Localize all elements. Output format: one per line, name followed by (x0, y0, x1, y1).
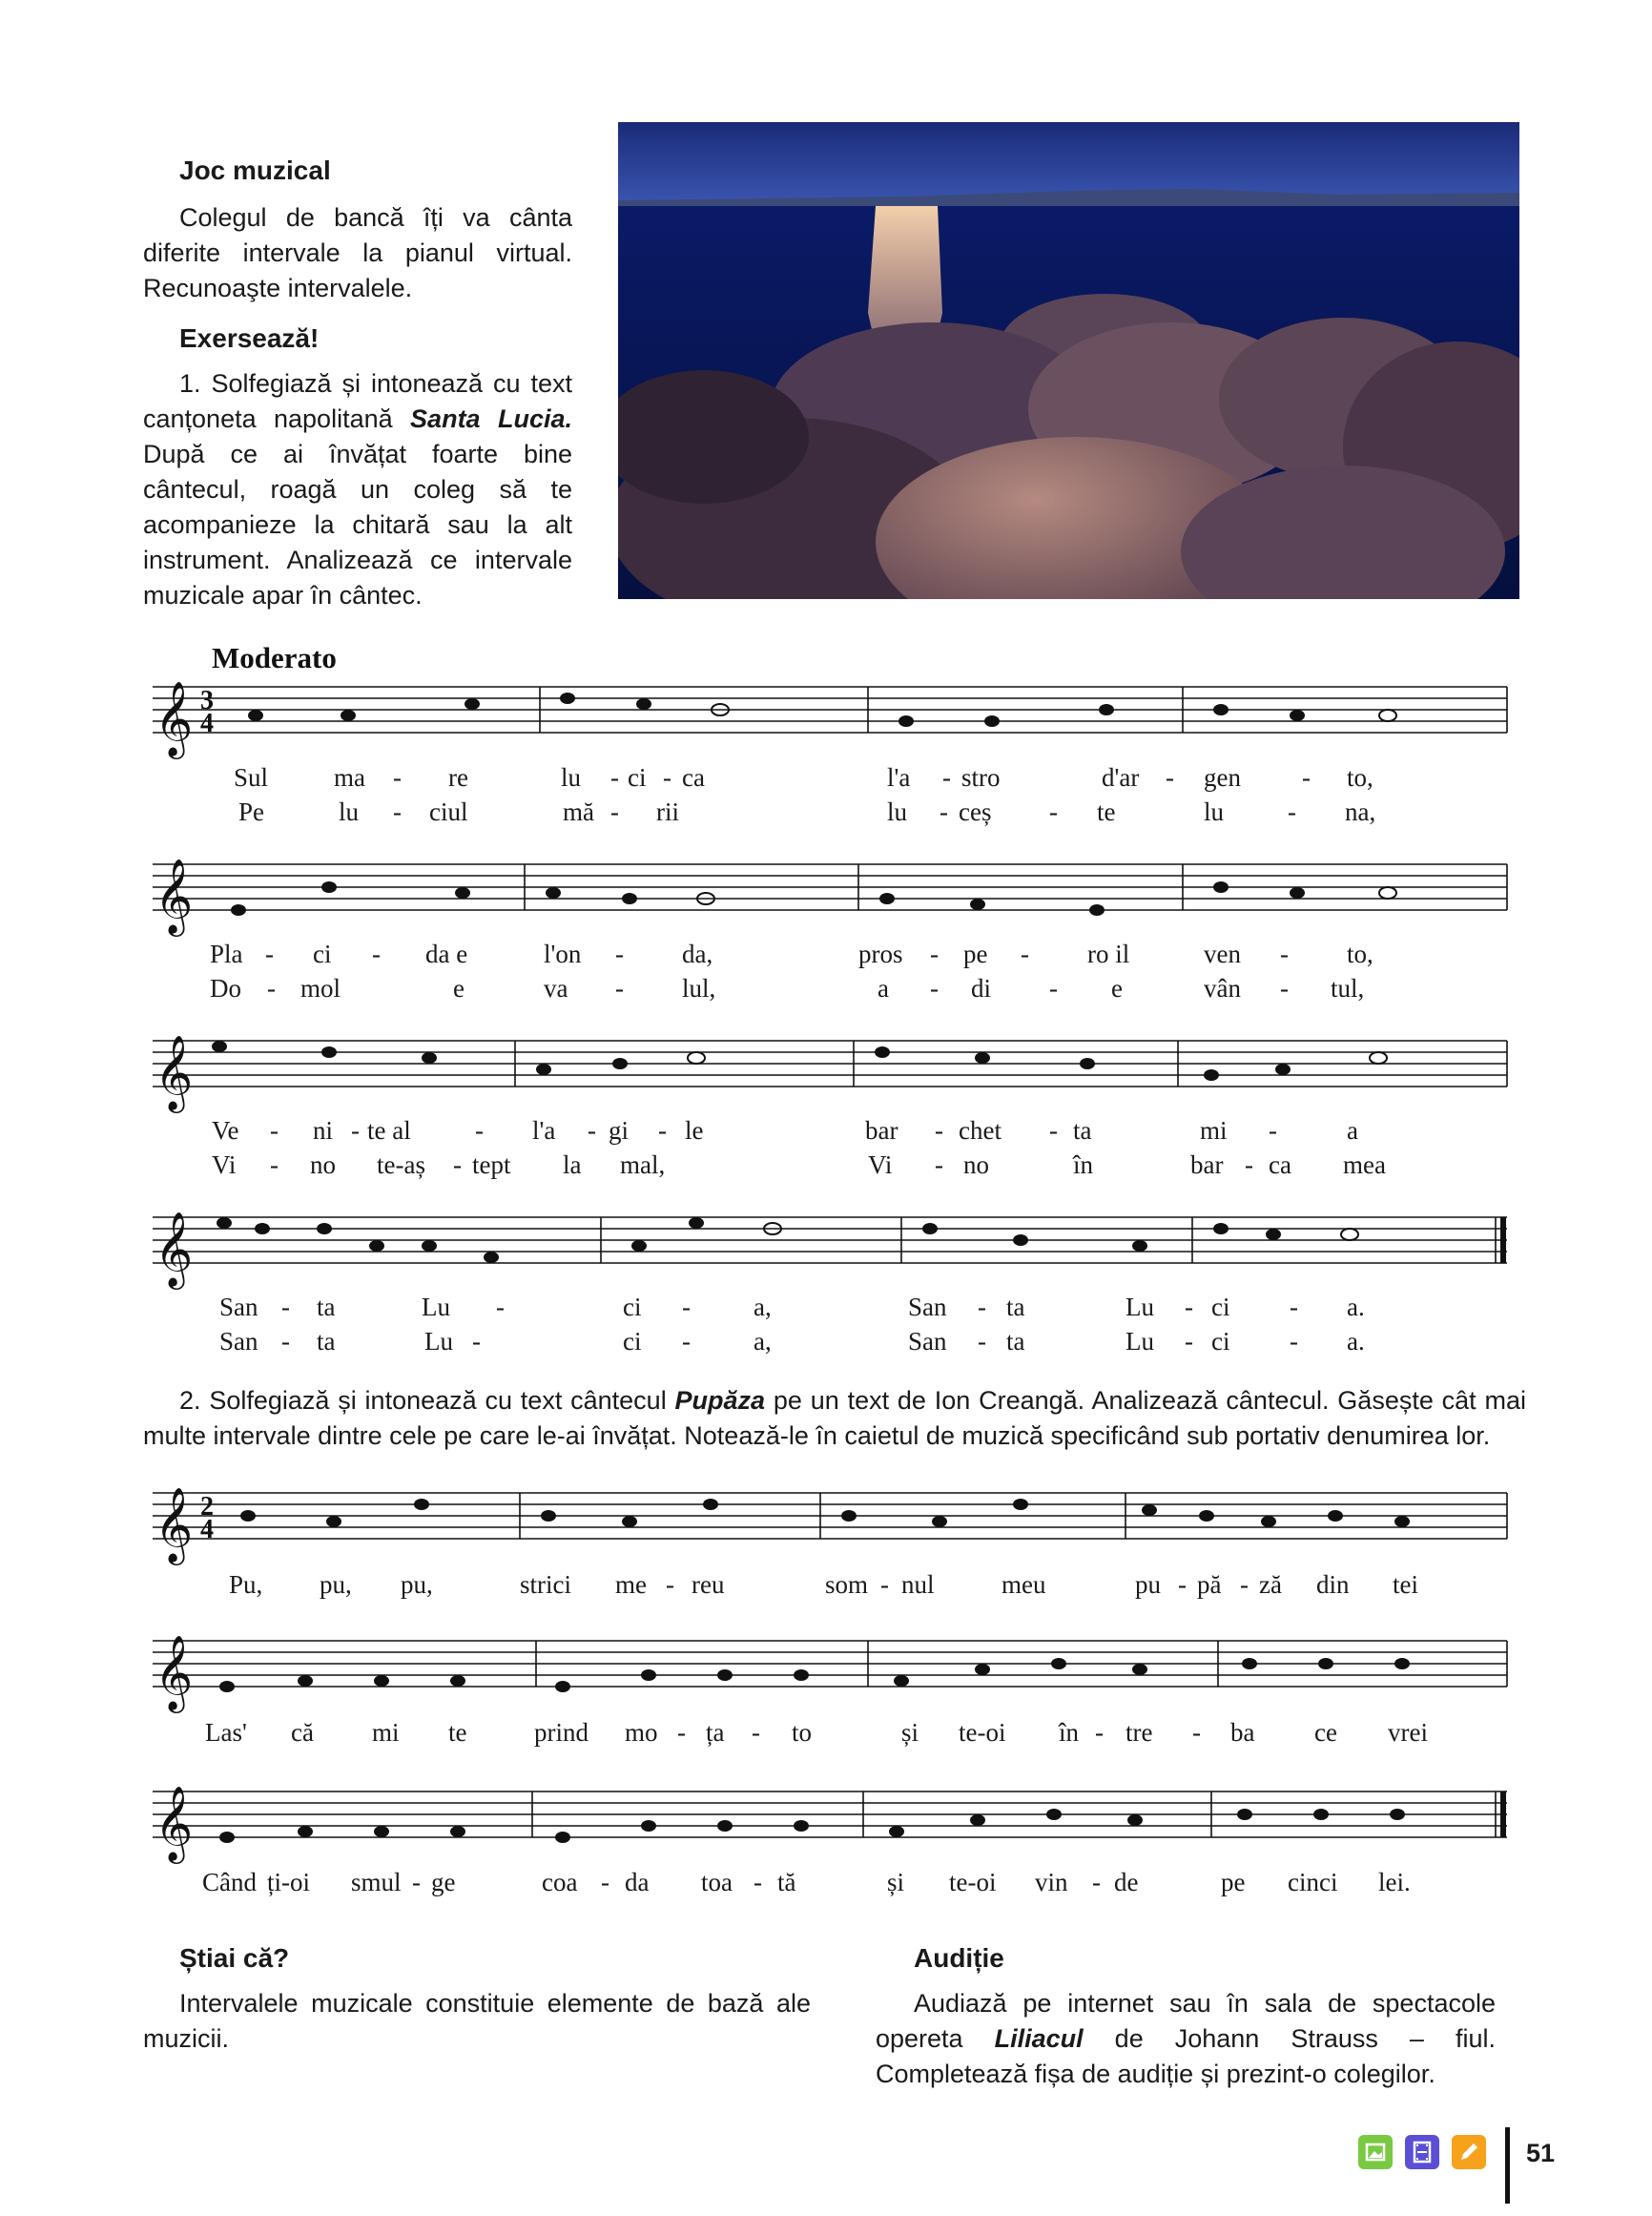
lyric: no (963, 1150, 989, 1179)
lyric: me (615, 1570, 647, 1599)
lyric: pu, (320, 1570, 352, 1599)
lyric: lu (561, 763, 582, 792)
lyric: te-oi (949, 1868, 997, 1896)
lyric: ci (313, 940, 332, 968)
lyric: - (615, 974, 624, 1003)
pupaza-staff-2 (143, 1612, 1507, 1708)
lyric: ge (431, 1868, 456, 1896)
lyric: te al (367, 1116, 411, 1145)
heading-exerseaza: Exersează! (179, 323, 320, 353)
auditie-text (876, 1986, 1496, 2092)
santa-lucia-lyrics-4 (143, 1283, 1507, 1369)
lyric: pe (1221, 1868, 1246, 1896)
lyric: stro (961, 763, 1001, 792)
lyric: - (1302, 763, 1311, 792)
lyric: tre (1125, 1718, 1153, 1747)
song-title-pupaza: Pupăza (674, 1386, 766, 1415)
santa-lucia-staff-1 (143, 639, 1507, 756)
stiai-ca-text: Intervalele muzicale constituie elemente de bază ale muzicii. (143, 1989, 811, 2053)
lyric: mol (300, 974, 341, 1003)
lyric: mi (372, 1718, 400, 1747)
lyric: și (901, 1718, 919, 1747)
lyric: - (930, 974, 939, 1003)
page-number-divider (1505, 2127, 1510, 2204)
lyric: to (792, 1718, 813, 1747)
lyric: - (265, 940, 274, 968)
lyric: - (930, 940, 939, 968)
lyric: - (752, 1718, 760, 1747)
lyric: tei (1393, 1570, 1418, 1599)
lyric: - (393, 797, 402, 826)
lyric: ci (628, 763, 647, 792)
lyric: ți-oi (267, 1868, 310, 1896)
lyric: - (372, 940, 381, 968)
lyric: meu (1002, 1570, 1046, 1599)
page-number: 51 (1526, 2139, 1556, 2167)
lyric: le (685, 1116, 704, 1145)
lyric: mea (1343, 1150, 1386, 1179)
lyric: na, (1345, 797, 1376, 826)
lyric: ba (1230, 1718, 1255, 1747)
lyric: a. (1347, 1327, 1365, 1356)
lyric: to, (1347, 763, 1373, 792)
lyric: - (472, 1327, 481, 1356)
lyric: pe (963, 940, 988, 968)
time-signature-top: 2 (200, 1492, 214, 1522)
lyric: - (880, 1570, 889, 1599)
lyric: lu (887, 797, 908, 826)
lyric: da, (682, 940, 713, 968)
moonlit-sea-photo (618, 122, 1519, 599)
lyric: - (1185, 1293, 1193, 1321)
lyric: no (310, 1150, 336, 1179)
lyric: ci (623, 1293, 642, 1321)
film-icon[interactable] (1405, 2135, 1439, 2169)
lyric: a (878, 974, 889, 1003)
time-signature-top: 3 (200, 686, 214, 715)
lyric: ro il (1087, 940, 1130, 968)
lyric: - (677, 1718, 686, 1747)
lyric: ci (1211, 1327, 1230, 1356)
lyric: - (270, 1150, 279, 1179)
lyric: - (1245, 1150, 1253, 1179)
lyric: - (935, 1150, 943, 1179)
joc-muzical-text: Colegul de bancă îți va cânta diferite intervale la pianul virtual. Recunoaşte intervalele. (143, 203, 572, 302)
lyric: toa (701, 1868, 733, 1896)
lyric: lei. (1378, 1868, 1411, 1896)
exercise-1-text (143, 366, 572, 613)
lyric: - (1269, 1116, 1277, 1145)
lyric: reu (692, 1570, 725, 1599)
lyric: ci (623, 1327, 642, 1356)
auditie-prefix: Audiază pe internet sau în sala de spectacole opereta (876, 1989, 1496, 2053)
lyric: ta (317, 1327, 336, 1356)
lyric: - (978, 1293, 986, 1321)
lyric: - (496, 1293, 505, 1321)
svg-text:𝄞: 𝄞 (155, 859, 194, 934)
lyric: că (291, 1718, 314, 1747)
lyric: - (475, 1116, 484, 1145)
lyric: - (1049, 1116, 1058, 1145)
lyric: - (1021, 940, 1029, 968)
lyric: to, (1347, 940, 1373, 968)
lyric: chet (959, 1116, 1002, 1145)
santa-lucia-staff-3 (143, 1006, 1507, 1111)
lyric: ta (1073, 1116, 1092, 1145)
lyric: - (1166, 763, 1174, 792)
lyric: - (588, 1116, 596, 1145)
lyric: l'on (544, 940, 582, 968)
pupaza-staff-3 (143, 1763, 1507, 1861)
lyric: ta (1006, 1327, 1025, 1356)
lyric: ta (317, 1293, 336, 1321)
lyric: ciul (429, 797, 468, 826)
lyric: - (601, 1868, 609, 1896)
lyric: - (935, 1116, 943, 1145)
lyric: lu (1204, 797, 1225, 826)
lyric: - (978, 1327, 986, 1356)
lyric: vrei (1388, 1718, 1428, 1747)
lyric: - (1092, 1868, 1101, 1896)
lyric: mi (1200, 1116, 1228, 1145)
lyric: - (1192, 1718, 1201, 1747)
lyric: Când (202, 1868, 257, 1896)
svg-text:𝄞: 𝄞 (155, 1212, 194, 1287)
lyric: cinci (1288, 1868, 1338, 1896)
santa-lucia-lyrics-3 (143, 1107, 1507, 1192)
lyric: re (448, 763, 468, 792)
lyric: - (658, 1116, 667, 1145)
lyric: - (1280, 940, 1289, 968)
lyric: - (940, 797, 948, 826)
lyric: mo (625, 1718, 658, 1747)
lyric: - (754, 1868, 762, 1896)
lyric: strici (520, 1570, 571, 1599)
lyric: - (1178, 1570, 1187, 1599)
svg-text:𝄞: 𝄞 (155, 681, 194, 756)
lyric: - (610, 797, 619, 826)
lyric: vân (1204, 974, 1241, 1003)
lyric: da (625, 1868, 650, 1896)
heading-auditie: Audiție (914, 1943, 1004, 1973)
lyric: - (1049, 974, 1058, 1003)
lyric: bar (865, 1116, 898, 1145)
lyric: a (1347, 1116, 1358, 1145)
lyric: Las' (205, 1718, 247, 1747)
lyric: rii (656, 797, 679, 826)
lyric: gi (609, 1116, 630, 1145)
lyric: lul, (682, 974, 716, 1003)
lyric: - (281, 1327, 290, 1356)
lyric: Vi (868, 1150, 893, 1179)
lyric: ci (1211, 1293, 1230, 1321)
image-icon[interactable] (1358, 2135, 1393, 2169)
exercise-1-prefix: 1. Solfegiază și intonează cu text canțoneta napolitană (143, 369, 572, 433)
lyric: Lu (422, 1293, 450, 1321)
santa-lucia-staff-2 (143, 830, 1507, 935)
lyric: Pla (210, 940, 243, 968)
lyric: în (1073, 1150, 1094, 1179)
lyric: - (942, 763, 951, 792)
lyric: te-aș (377, 1150, 425, 1179)
lyric: - (610, 763, 619, 792)
lyric: - (682, 1327, 691, 1356)
lyric: ven (1204, 940, 1241, 968)
lyric: - (351, 1116, 360, 1145)
heading-joc-muzical: Joc muzical (179, 155, 331, 185)
lyric: pu, (401, 1570, 433, 1599)
svg-text:𝄞: 𝄞 (155, 1786, 194, 1861)
lyric: - (453, 1150, 462, 1179)
lyric: te (448, 1718, 467, 1747)
lyric: tul, (1331, 974, 1365, 1003)
lyric: Vi (212, 1150, 237, 1179)
lyric: e (453, 974, 465, 1003)
lyric: som (825, 1570, 869, 1599)
lyric: Lu (424, 1327, 453, 1356)
lyric: ni (313, 1116, 334, 1145)
lyric: ză (1259, 1570, 1282, 1599)
auditie-suffix: de Johann Strauss – fiul. Completează fișa de audiție și prezint-o colegilor. (876, 2024, 1496, 2088)
lyric: gen (1204, 763, 1241, 792)
lyric: - (1049, 797, 1058, 826)
lyric: - (663, 763, 671, 792)
lyric: prind (534, 1718, 589, 1747)
lyric: e (1111, 974, 1123, 1003)
lyric: pros (858, 940, 903, 968)
lyric: - (682, 1293, 691, 1321)
lyric: tă (777, 1868, 796, 1896)
lyric: mă (563, 797, 594, 826)
lyric: ma (334, 763, 365, 792)
lyric: San (908, 1293, 947, 1321)
lyric: pu (1135, 1570, 1161, 1599)
pupaza-lyrics-1 (143, 1564, 1507, 1612)
lyric: - (666, 1570, 674, 1599)
exercise-2-text (143, 1383, 1526, 1454)
lyric: nul (901, 1570, 935, 1599)
lyric: da e (425, 940, 468, 968)
lyric: coa (542, 1868, 578, 1896)
lyric: în (1059, 1718, 1080, 1747)
svg-text:𝄞: 𝄞 (155, 1635, 194, 1710)
lyric: ceș (959, 797, 992, 826)
pupaza-lyrics-2 (143, 1712, 1507, 1760)
lyric: lu (339, 797, 360, 826)
svg-text:𝄞: 𝄞 (155, 1035, 194, 1110)
lyric: pă (1197, 1570, 1222, 1599)
lyric: bar (1190, 1150, 1224, 1179)
final-barline (1500, 1791, 1506, 1837)
lyric: tept (472, 1150, 511, 1179)
lyric: a, (754, 1327, 772, 1356)
lyric: di (971, 974, 992, 1003)
lyric: Lu (1125, 1293, 1154, 1321)
exercise-2-suffix: pe un text de Ion Creangă. Analizează cântecul. Găsește cât mai multe intervale dintre cele pe care le-ai învățat. Notează-le în caietul de muzică specificând sub portativ denumirea lor. (143, 1386, 1527, 1450)
lyric: a, (754, 1293, 772, 1321)
lyric: de (1114, 1868, 1139, 1896)
song-title-santa-lucia: Santa Lucia. (410, 404, 573, 433)
lyric: - (1280, 974, 1289, 1003)
santa-lucia-lyrics-2 (143, 930, 1507, 1016)
lyric: San (908, 1327, 947, 1356)
lyric: va (544, 974, 568, 1003)
time-signature-bottom: 4 (200, 1515, 214, 1544)
lyric: - (281, 1293, 290, 1321)
final-barline (1500, 1217, 1506, 1263)
lyric: l'a (532, 1116, 556, 1145)
lyric: l'a (887, 763, 911, 792)
lyric: - (393, 763, 402, 792)
exercise-2-prefix: 2. Solfegiază și intonează cu text cântecul (179, 1386, 675, 1415)
heading-stiai-ca: Știai că? (179, 1943, 290, 1973)
lyric: Pu, (229, 1570, 263, 1599)
lyric: Pe (238, 797, 264, 826)
lyric: - (1240, 1570, 1249, 1599)
opera-title-liliacul: Liliacul (994, 2024, 1084, 2053)
lyric: ca (682, 763, 705, 792)
lyric: la (563, 1150, 582, 1179)
time-signature-bottom: 4 (200, 709, 214, 738)
lyric: - (1095, 1718, 1104, 1747)
lyric: San (219, 1327, 258, 1356)
tempo-marking: Moderato (212, 641, 337, 674)
lyric: a. (1347, 1293, 1365, 1321)
lyric: Sul (234, 763, 269, 792)
lyric: și (887, 1868, 905, 1896)
lyric: Do (210, 974, 241, 1003)
lyric: te (1097, 797, 1116, 826)
pencil-icon[interactable] (1452, 2135, 1486, 2169)
lyric: - (267, 974, 276, 1003)
lyric: ce (1314, 1718, 1337, 1747)
lyric: te-oi (959, 1718, 1006, 1747)
lyric: - (412, 1868, 421, 1896)
lyric: din (1316, 1570, 1350, 1599)
lyric: ta (1006, 1293, 1025, 1321)
lyric: - (1290, 1293, 1298, 1321)
lyric: mal, (620, 1150, 666, 1179)
lyric: San (219, 1293, 258, 1321)
svg-text:𝄞: 𝄞 (155, 1487, 194, 1563)
lyric: - (1185, 1327, 1193, 1356)
lyric: - (615, 940, 624, 968)
lyric: - (1288, 797, 1296, 826)
santa-lucia-lyrics-1 (143, 754, 1507, 839)
pupaza-staff-1 (143, 1464, 1507, 1563)
pupaza-lyrics-3 (143, 1862, 1507, 1910)
lyric: ca (1269, 1150, 1291, 1179)
lyric: d'ar (1102, 763, 1140, 792)
lyric: Ve (212, 1116, 239, 1145)
exercise-1-suffix: După ce ai învățat foarte bine cântecul, roagă un coleg să te acompanieze la chitară sau la alt instrument. Analizează ce intervale muzicale apar în cântec. (143, 440, 572, 610)
lyric: - (1290, 1327, 1298, 1356)
lyric: Lu (1125, 1327, 1154, 1356)
lyric: - (270, 1116, 279, 1145)
santa-lucia-staff-4 (143, 1183, 1507, 1288)
lyric: ța (706, 1718, 725, 1747)
lyric: vin (1035, 1868, 1068, 1896)
lyric: smul (351, 1868, 402, 1896)
